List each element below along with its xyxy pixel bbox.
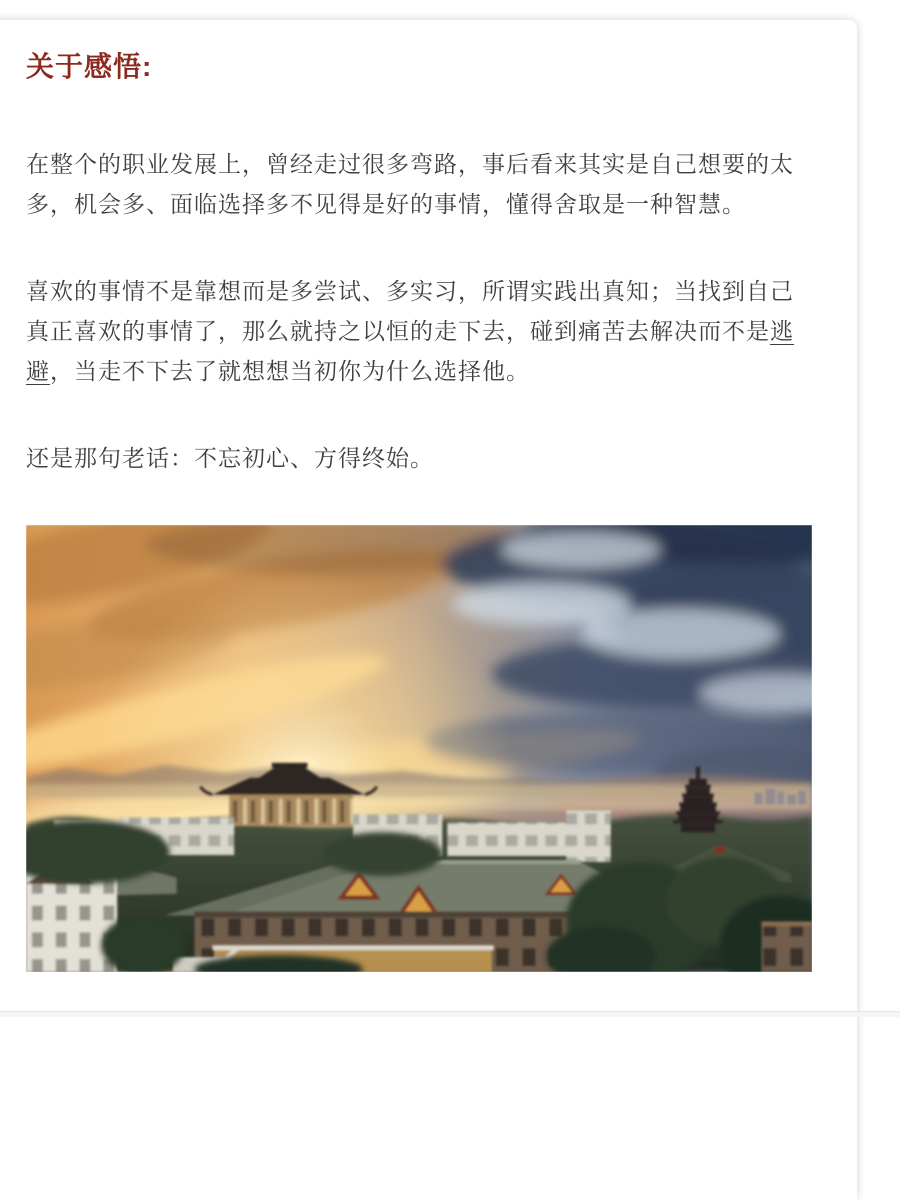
- article-card: [0, 20, 857, 1200]
- text-segment: 还是那句老话：不忘初心、方得终始。: [26, 445, 434, 471]
- next-section-edge: [0, 1011, 900, 1017]
- paragraph: [26, 271, 812, 391]
- campus-sunset-photo: [26, 525, 812, 972]
- underlined-text: 逃避: [26, 318, 794, 384]
- article-body: [26, 144, 812, 478]
- paragraph: [26, 144, 812, 224]
- text-segment: ，当走不下去了就想想当初你为什么选择他。: [50, 358, 530, 384]
- campus-sunset-illustration: [26, 525, 812, 972]
- text-segment: 在整个的职业发展上，曾经走过很多弯路，事后看来其实是自己想要的太多，机会多、面临选择多不见得是好的事情，懂得舍取是一种智慧。: [26, 151, 794, 217]
- paragraph: [26, 438, 812, 478]
- text-segment: 喜欢的事情不是靠想而是多尝试、多实习，所谓实践出真知；当找到自己真正喜欢的事情了，那么就持之以恒的走下去，碰到痛苦去解决而不是: [26, 278, 794, 344]
- article-heading: 关于感悟:: [26, 51, 153, 82]
